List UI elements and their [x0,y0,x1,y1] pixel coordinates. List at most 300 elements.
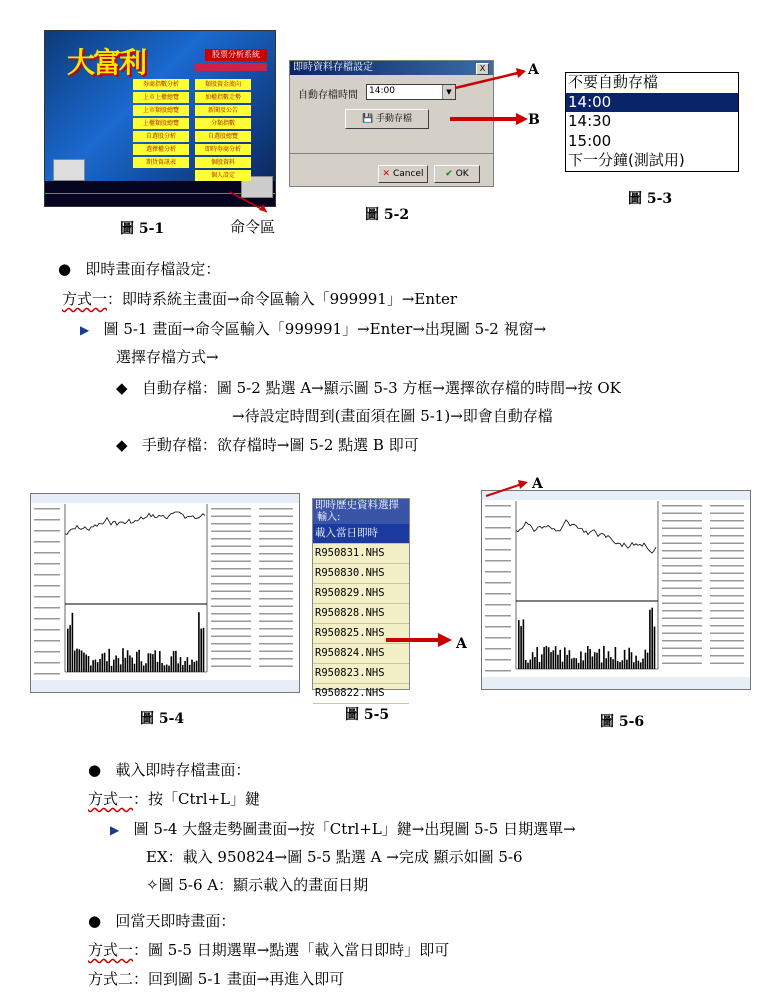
axis-tick-label [485,604,511,606]
axis-tick-label [34,673,60,675]
volume-bar [631,652,633,669]
volume-bar [166,665,168,672]
info-line [710,640,744,642]
info-line [662,573,702,575]
axis-tick-label [34,508,60,510]
volume-bar [555,646,557,669]
volume-bar [136,652,138,672]
volume-bar [642,659,644,669]
volume-bar [635,656,637,669]
info-line [259,583,293,585]
chart-5-6-svg [482,491,750,689]
main-menu-item[interactable]: 個人設定 [195,170,251,181]
save-disk-icon: 💾 [361,114,374,124]
info-line [211,583,251,585]
figure-5-6-caption: 圖 5-6 [600,714,645,730]
info-line [259,598,293,600]
info-line [710,648,744,650]
volume-bar [129,655,131,672]
volume-bar [559,650,561,669]
main-menu-item[interactable]: 加權指數走勢 [195,92,251,103]
triangle-bullet-icon: ▶ [80,323,90,337]
info-line [211,516,251,518]
volume-bar [198,612,200,672]
axis-tick-label [34,596,60,598]
history-item[interactable]: R950829.NHS [313,584,409,604]
volume-bar [557,655,559,669]
volume-bar [164,665,166,672]
volume-bar [85,654,87,672]
volume-bar [654,627,656,669]
section2-heading [88,759,250,780]
info-line [710,543,744,545]
volume-bar [111,666,113,672]
volume-bar [81,651,83,672]
volume-bar [97,662,99,672]
info-line [662,633,702,635]
info-line [710,558,744,560]
history-list-subtitle: 輸入: [313,512,409,524]
volume-bar [518,620,520,669]
volume-bar [626,660,628,669]
volume-bar [608,651,610,669]
auto-label: 自動存檔： [141,379,217,397]
info-line [710,580,744,582]
volume-bar [592,656,594,669]
axis-tick-label [34,662,60,664]
section2-step1 [110,818,576,839]
section3-heading [88,910,235,931]
info-line [662,588,702,590]
volume-bar [148,653,150,672]
volume-bar [585,653,587,669]
volume-bar [587,646,589,669]
list-option[interactable]: 下一分鐘(測試用) [568,151,685,169]
manual-save-button[interactable] [345,109,429,129]
volume-bar [168,666,170,672]
info-line [211,508,251,510]
volume-bar [569,650,571,669]
info-line [662,595,702,597]
volume-bar [566,655,568,669]
marker-arrow-5-6 [482,476,532,500]
marker-a-label: A [528,62,539,78]
volume-bar [525,660,527,669]
volume-bar [182,665,184,672]
info-line [662,558,702,560]
info-line [259,516,293,518]
axis-tick-label [34,585,60,587]
history-item-selected[interactable]: 載入當日即時 [313,524,409,544]
volume-bar [580,651,582,669]
volume-bar [113,660,115,672]
volume-bar [571,659,573,669]
marker-arrows-5-2 [450,60,540,130]
volume-bar [125,658,127,672]
info-line [662,535,702,537]
manual-save-label: 手動存檔 [376,114,413,124]
volume-bar [143,666,145,672]
step-text: 圖 5-4 大盤走勢圖畫面→按「Ctrl+L」鍵→出現圖 5-5 日期選單→ [133,820,576,838]
volume-bar [633,662,635,669]
info-line [211,591,251,593]
history-item[interactable]: R950830.NHS [313,564,409,584]
figure-5-2-caption: 圖 5-2 [365,207,410,223]
axis-tick-label [34,629,60,631]
marker-arrow-5-5 [386,630,456,650]
volume-bar [564,647,566,669]
info-line [211,576,251,578]
section1-heading [58,258,220,279]
auto-save-time-combo[interactable] [366,84,456,100]
info-line [259,568,293,570]
method-label: 方式二 [88,970,134,988]
volume-bar [622,660,624,669]
volume-bar [203,628,205,672]
history-item[interactable]: R950822.NHS [313,684,409,704]
main-menu-item[interactable]: 選擇權分析 [133,144,189,155]
triangle-bullet-icon: ▶ [110,823,120,837]
info-line [211,606,251,608]
info-line [662,513,702,515]
marker-a-label-5-5: A [456,636,467,652]
history-item[interactable]: R950825.NHS [313,624,409,644]
volume-bar [534,657,536,669]
chart-5-4-svg [31,494,299,692]
info-line [211,658,251,660]
volume-bar [88,656,90,672]
volume-bar [520,626,522,669]
figure-5-4-index-chart [30,493,300,693]
info-line [259,621,293,623]
building-image [53,159,85,181]
marker-a-label-5-6: A [532,476,543,492]
axis-tick-label [485,560,511,562]
info-line [259,546,293,548]
volume-bar [640,662,642,669]
volume-bar [74,651,76,672]
list-option-selected[interactable]: 14:00 [566,93,738,113]
info-line [211,553,251,555]
method-label: 方式一 [62,290,108,308]
volume-bar [108,649,110,672]
main-menu-item[interactable]: 期貨資訊表 [133,157,189,168]
volume-bar [619,662,621,669]
info-line [662,663,702,665]
info-line [710,535,744,537]
volume-bar [171,656,173,672]
volume-bar [638,661,640,669]
volume-bar [527,663,529,669]
info-line [710,550,744,552]
volume-bar [615,647,617,669]
info-line [710,625,744,627]
axis-tick-label [485,648,511,650]
section1-auto [116,377,621,398]
heading-text: 載入即時存檔畫面： [115,761,251,779]
volume-bar [194,662,196,672]
figure-5-1-caption: 圖 5-1 [120,221,165,237]
volume-bar [523,619,525,669]
volume-bar [539,662,541,669]
volume-bar [175,651,177,672]
volume-bar [191,660,193,672]
main-menu-item[interactable]: 上櫃類股總覽 [133,118,189,129]
volume-bar [200,629,202,672]
info-line [211,531,251,533]
figure-5-4-caption: 圖 5-4 [140,711,185,727]
volume-bar [173,651,175,672]
dialog-divider [290,153,493,154]
list-option[interactable]: 15:00 [568,131,612,150]
volume-bar [594,652,596,669]
list-option[interactable]: 14:30 [568,112,612,130]
main-menu-item[interactable]: 新聞及公告 [195,105,251,116]
section1-step1 [80,318,546,339]
info-line [211,568,251,570]
volume-bar [102,654,104,672]
axis-tick-label [485,549,511,551]
volume-bar [150,653,152,672]
axis-tick-label [34,574,60,576]
app-tagline: 股票分析系統 [205,49,267,61]
section1-manual [116,434,419,455]
volume-bar [154,650,156,672]
volume-bar [184,661,186,672]
chart-background [31,494,299,692]
history-item[interactable]: R950828.NHS [313,604,409,624]
info-line [662,655,702,657]
main-menu-item[interactable]: 上市類股總覽 [133,105,189,116]
manual-label: 手動存檔： [141,436,217,454]
axis-tick-label [485,615,511,617]
axis-tick-label [34,541,60,543]
info-line [259,531,293,533]
volume-bar [546,646,548,669]
volume-bar [157,662,159,672]
volume-bar [589,649,591,669]
marker-b-label: B [528,112,540,128]
info-line [259,538,293,540]
volume-bar [161,663,163,672]
volume-bar [106,661,108,672]
volume-bar [532,652,534,669]
info-line [211,636,251,638]
volume-bar [610,657,612,669]
info-line [662,580,702,582]
section2-note: ✧圖 5-6 A：顯示載入的畫面日期 [146,876,369,894]
info-line [710,595,744,597]
volume-bar [92,660,94,672]
info-line [710,513,744,515]
volume-bar [99,659,101,672]
history-item[interactable]: R950823.NHS [313,664,409,684]
volume-bar [605,658,607,669]
volume-bar [79,649,81,672]
axis-tick-label [485,637,511,639]
history-item[interactable]: R950831.NHS [313,544,409,564]
axis-tick-label [485,571,511,573]
volume-bar [177,663,179,672]
method-text: ：圖 5-5 日期選單→點選「載入當日即時」即可 [133,941,450,959]
axis-tick-label [34,552,60,554]
info-line [211,538,251,540]
dialog-close-button[interactable]: X [476,63,489,75]
method-label: 方式一 [88,941,134,959]
main-menu-item[interactable]: 上市上櫃總覽 [133,92,189,103]
diamond-bullet-icon: ◆ [116,436,128,454]
info-line [662,618,702,620]
info-line [710,505,744,507]
info-line [710,633,744,635]
volume-bar [120,664,122,672]
cancel-label: Cancel [392,169,424,179]
volume-bar [69,625,71,672]
volume-bar [159,651,161,672]
axis-tick-label [34,651,60,653]
info-line [211,546,251,548]
volume-bar [145,663,147,672]
section3-method1 [88,939,449,960]
command-area-label: 命令區 [230,218,276,236]
info-line [710,565,744,567]
info-line [662,625,702,627]
volume-bar [72,613,74,672]
main-menu-item[interactable]: 即時券商分析 [195,144,251,155]
info-line [662,648,702,650]
info-line [259,643,293,645]
volume-bar [187,657,189,672]
axis-tick-label [485,593,511,595]
volume-bar [603,646,605,669]
axis-tick-label [485,582,511,584]
figure-5-5-caption: 圖 5-5 [345,707,390,723]
section1-step1b: 選擇存檔方式→ [116,348,219,366]
app-logo-text: 大富利 [67,46,146,79]
volume-bar [624,650,626,669]
main-menu-item[interactable]: 分類指數 [195,118,251,129]
chart-footer-bar [482,677,750,689]
section2-method1 [88,788,260,809]
method-text: ：回到圖 5-1 畫面→再進入即可 [133,970,345,988]
info-line [211,621,251,623]
volume-bar [628,648,630,669]
volume-bar [141,661,143,672]
axis-tick-label [485,670,511,672]
axis-tick-label [485,659,511,661]
method-label: 方式一 [88,790,134,808]
info-line [710,610,744,612]
volume-bar [543,647,545,669]
info-line [259,613,293,615]
info-line [662,610,702,612]
info-line [662,520,702,522]
ok-button[interactable] [434,165,480,183]
main-menu-item[interactable]: 自選股分析 [133,131,189,142]
chart-footer-bar [31,680,299,692]
info-line [211,666,251,668]
figure-5-3-time-list [565,72,739,172]
volume-bar [127,650,129,672]
chart-header-bar [31,494,299,503]
section3-method2 [88,968,344,989]
axis-tick-label [34,640,60,642]
info-line [211,651,251,653]
volume-bar [95,660,97,672]
volume-bar [553,650,555,669]
volume-bar [115,655,117,672]
axis-tick-label [485,626,511,628]
info-line [662,640,702,642]
diamond-bullet-icon: ◆ [116,379,128,397]
main-menu-item[interactable]: 券商指數分析 [133,79,189,90]
info-line [259,508,293,510]
bullet-dot: ● [88,761,102,779]
history-item[interactable]: R950824.NHS [313,644,409,664]
info-line [259,636,293,638]
figure-5-3-caption: 圖 5-3 [628,191,673,207]
info-line [211,561,251,563]
bullet-dot: ● [88,912,102,930]
cancel-button[interactable] [378,165,428,183]
combo-value: 14:00 [369,86,395,96]
chevron-down-icon[interactable]: ▼ [442,85,455,99]
volume-bar [599,649,601,669]
volume-bar [617,661,619,669]
figure-5-5-history-list [312,498,410,699]
volume-bar [576,658,578,669]
list-option[interactable]: 不要自動存檔 [568,73,659,91]
figure-5-6-index-chart [481,490,751,690]
main-menu-item[interactable]: 自選股總覽 [195,131,251,142]
volume-bar [118,658,120,672]
volume-bar [83,653,85,672]
ok-check-icon: ✔ [445,169,453,179]
axis-tick-label [485,505,511,507]
info-line [211,598,251,600]
heading-text: 即時畫面存檔設定： [85,260,221,278]
info-line [259,666,293,668]
volume-bar [541,654,543,669]
volume-bar [122,648,124,672]
info-line [710,588,744,590]
info-line [259,658,293,660]
volume-bar [134,664,136,672]
axis-tick-label [34,563,60,565]
axis-tick-label [34,519,60,521]
ok-label: OK [455,169,469,179]
volume-bar [649,610,651,669]
volume-bar [536,647,538,669]
tagline-bar [195,63,267,71]
volume-bar [548,647,550,669]
volume-bar [196,661,198,672]
method-text: ：按「Ctrl+L」鍵 [133,790,261,808]
volume-bar [189,665,191,672]
info-line [710,655,744,657]
info-line [662,550,702,552]
auto-text: 圖 5-2 點選 A→顯示圖 5-3 方框→選擇欲存檔的時間→按 OK [216,379,621,397]
volume-bar [582,660,584,669]
info-line [211,613,251,615]
main-menu-item[interactable]: 類股資金流向 [195,79,251,90]
manual-text: 欲存檔時→圖 5-2 點選 B 即可 [216,436,419,454]
info-line [710,520,744,522]
info-line [662,543,702,545]
volume-bar [550,652,552,669]
main-menu-item[interactable]: 個股資料 [195,157,251,168]
axis-tick-label [34,618,60,620]
